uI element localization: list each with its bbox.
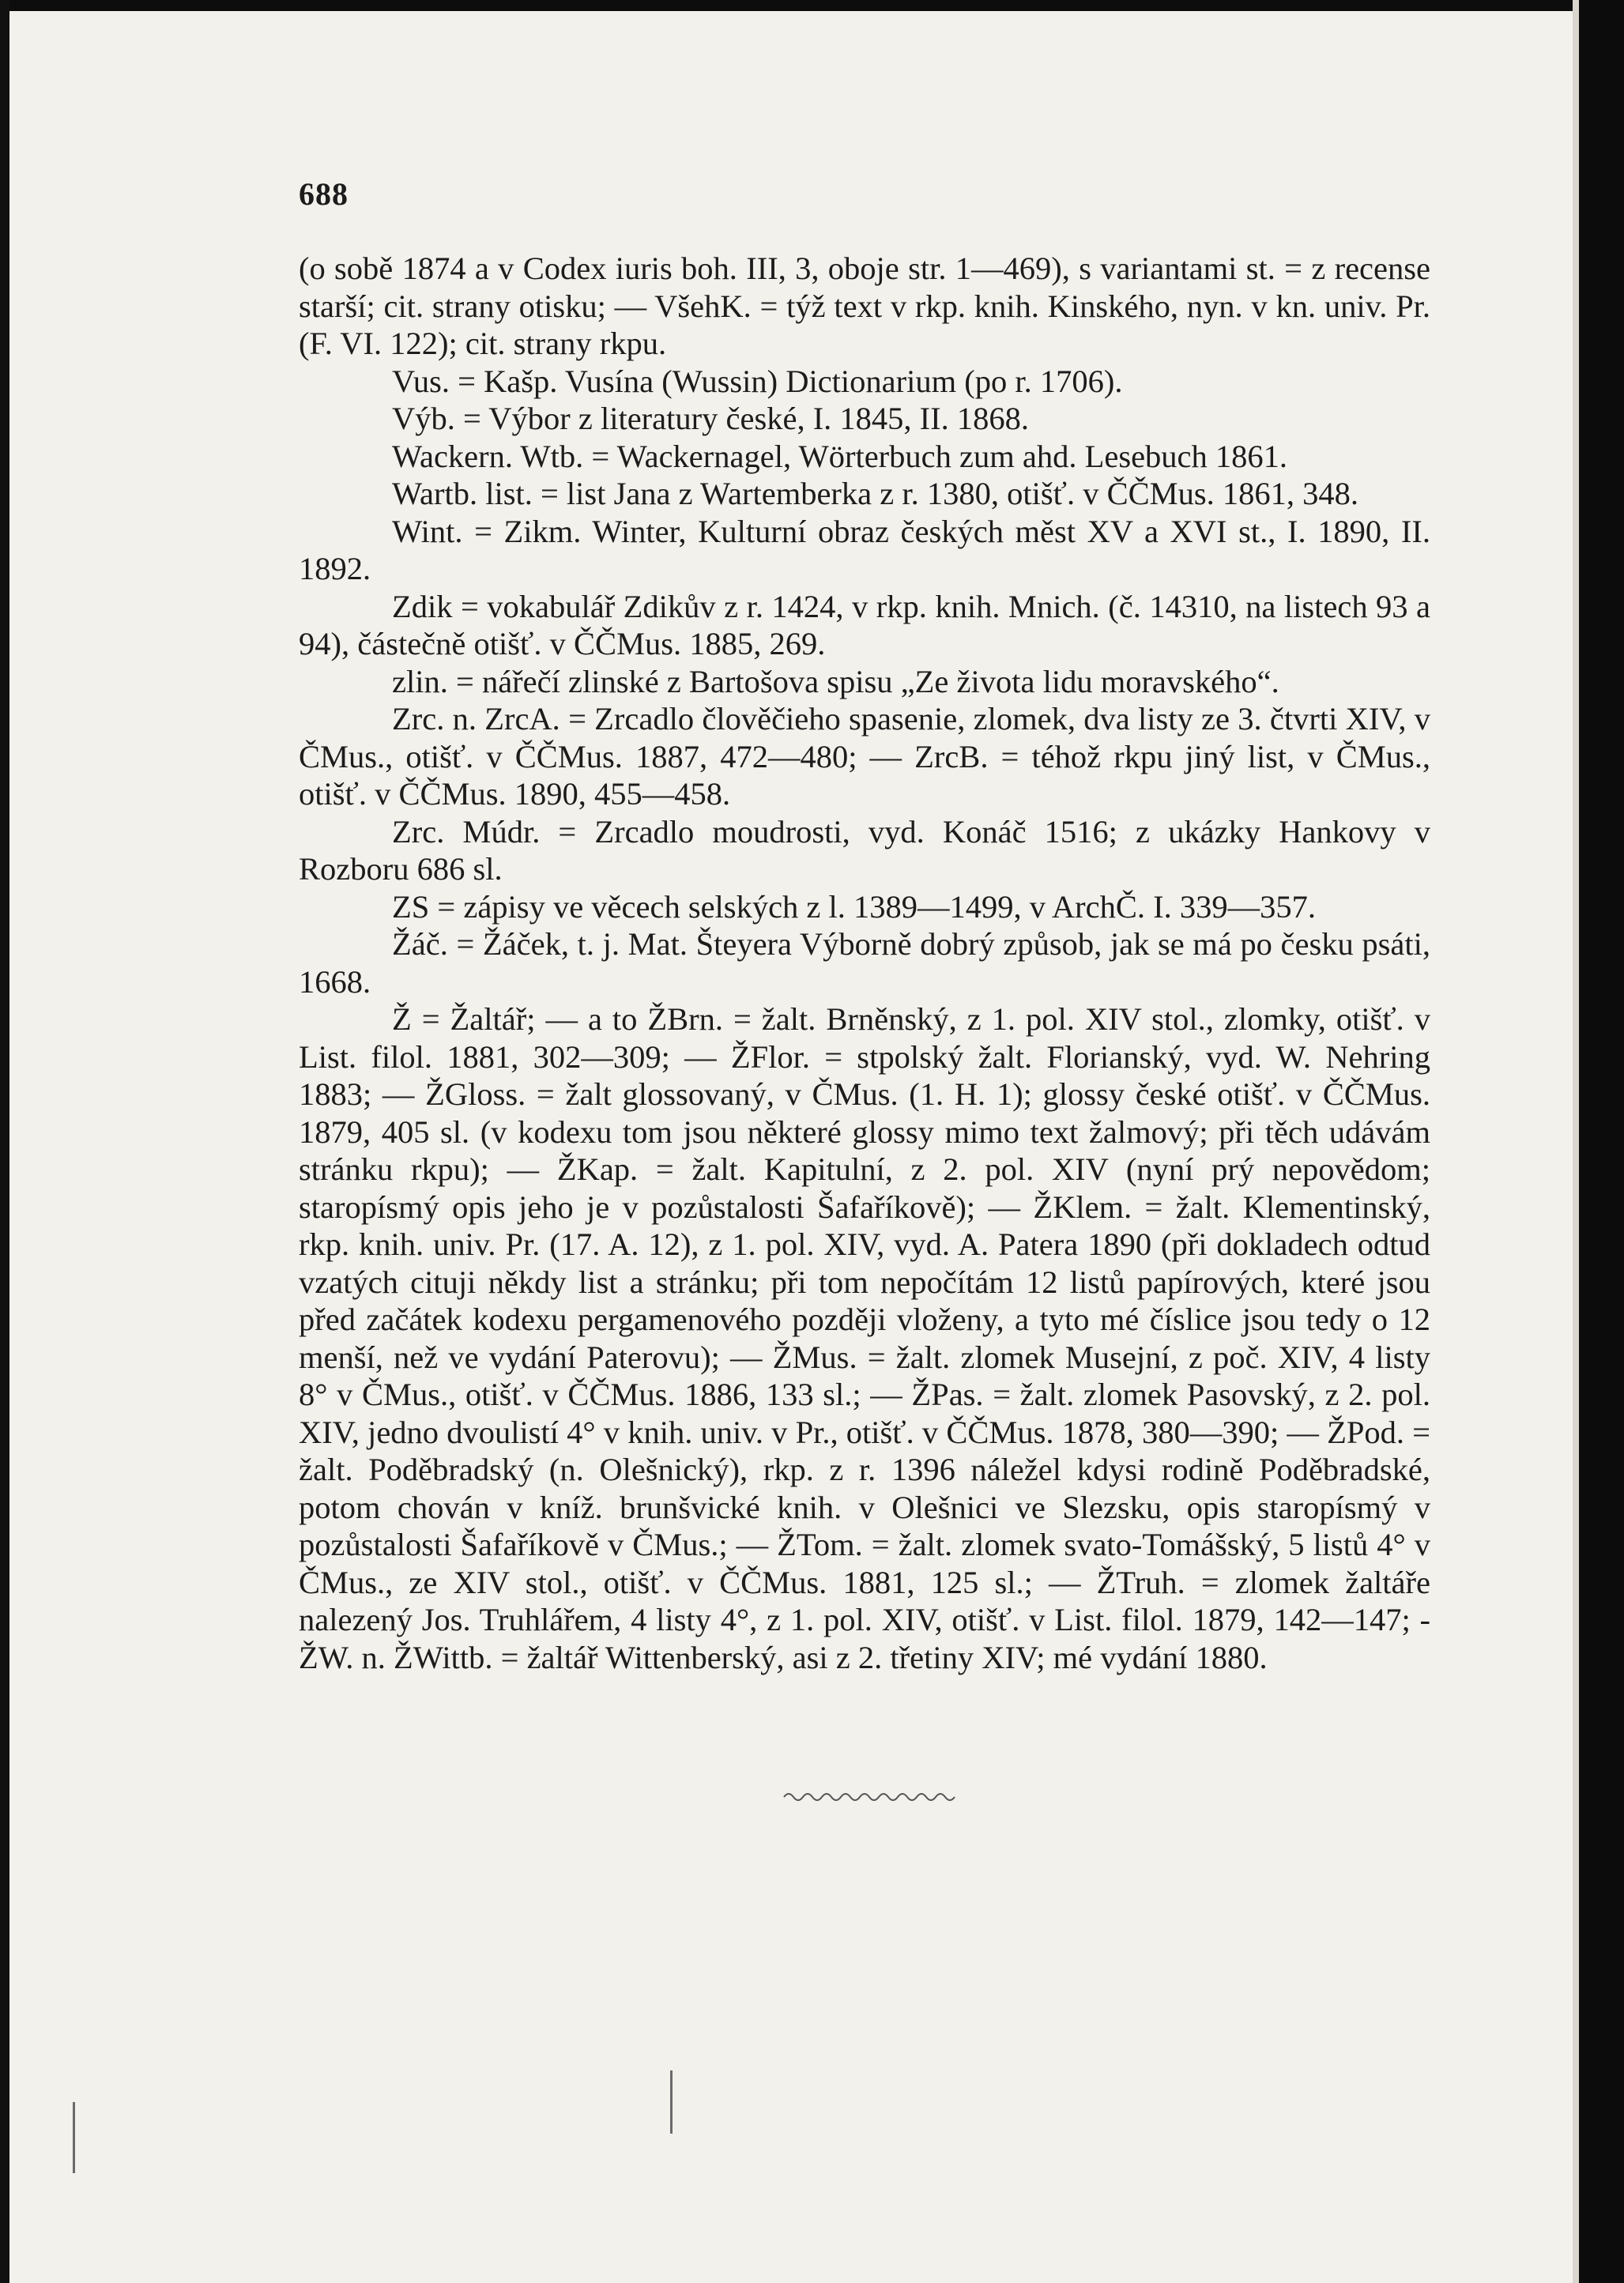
list-entry: (o sobě 1874 a v Codex iuris boh. III, 3, oboje str. 1—469), s variantami st. = z recense starší; cit. strany otisku; — VšehK. = týž text v rkp. knih. Kinského, nyn. v kn. univ. Pr. (F. VI. 122); cit. strany rkpu.: [299, 251, 1430, 361]
scan-border-top: [0, 0, 1624, 11]
list-entry: ZS = zápisy ve věcech selských z l. 1389—1499, v ArchČ. I. 339—357.: [392, 888, 1317, 925]
scan-border-right: [1579, 0, 1624, 2283]
scan-artifact-mark: [73, 2102, 75, 2173]
page-right-edge: [1573, 0, 1579, 2283]
list-entry: Žáč. = Žáček, t. j. Mat. Šteyera Výborně dobrý způsob, jak se má po česku psáti, 1668.: [299, 926, 1430, 1000]
scan-border-left: [0, 0, 9, 2283]
end-ornament: [782, 1788, 956, 1803]
list-entry: zlin. = nářečí zlinské z Bartošova spisu „Ze života lidu moravského“.: [392, 663, 1279, 699]
list-entry: Wartb. list. = list Jana z Wartemberka z r. 1380, otišť. v ČČMus. 1861, 348.: [392, 476, 1358, 511]
page-number: 688: [299, 176, 349, 212]
list-entry: Ž = Žaltář; — a to ŽBrn. = žalt. Brněnský, z 1. pol. XIV stol., zlomky, otišť. v List. filol. 1881, 302—309; — ŽFlor. = stpolský žalt. Florianský, vyd. W. Nehring 1883; — ŽGloss. = žalt glossovaný, v ČMus. (1. H. 1); glossy české otišť. v ČČMus. 1879, 405 sl. (v kodexu tom jsou některé glossy mimo text žalmový; při těch udávám stránku rkpu); — ŽKap. = žalt. Kapitulní, z 2. pol. XIV (nyní prý nepovědom; staropísmý opis jeho je v pozůstalosti Šafaříkově); — ŽKlem. = žalt. Klementinský, rkp. knih. univ. Pr. (17. A. 12), z 1. pol. XIV, vyd. A. Patera 1890 (při dokladech odtud vzatých cituji někdy list a stránku; při tom nepočítám 12 listů papírových, které jsou před začátek kodexu pergamenového později vloženy, a tyto mé číslice jsou tedy o 12 menší, než ve vydání Paterovu); — ŽMus. = žalt. zlomek Musejní, z poč. XIV, 4 listy 8° v ČMus., otišť. v ČČMus. 1886, 133 sl.; — ŽPas. = žalt. zlomek Pasovský, z 2. pol. XIV, jedno dvoulistí 4° v knih. univ. v Pr., otišť. v ČČMus. 1878, 380—390; — ŽPod. = žalt. Poděbradský (n. Olešnický), rkp. z r. 1396 náležel kdysi rodině Poděbradské, potom chován v kníž. brunšvické knih. v Olešnici ve Slezsku, opis staropísmý v pozůstalosti Šafaříkově v ČMus.; — ŽTom. = žalt. zlomek svato-Tomášský, 5 listů 4° v ČMus., ze XIV stol., otišť. v ČČMus. 1881, 125 sl.; — ŽTruh. = zlomek žaltáře nalezený Jos. Truhlářem, 4 listy 4°, z 1. pol. XIV, otišť. v List. filol. 1879, 142—147; - ŽW. n. ŽWittb. = žaltář Wittenberský, asi z 2. třetiny XIV; mé vydání 1880.: [299, 1001, 1430, 1675]
list-entry: Wint. = Zikm. Winter, Kulturní obraz českých měst XV a XVI st., I. 1890, II. 1892.: [299, 513, 1430, 586]
list-entry: Zrc. Múdr. = Zrcadlo moudrosti, vyd. Konáč 1516; z ukázky Hankovy v Rozboru 686 sl.: [299, 813, 1430, 887]
list-entry: Wackern. Wtb. = Wackernagel, Wörterbuch zum ahd. Lesebuch 1861.: [392, 438, 1288, 474]
list-entry: Výb. = Výbor z literatury české, I. 1845, II. 1868.: [392, 401, 1030, 436]
list-entry: Vus. = Kašp. Vusína (Wussin) Dictionarium (po r. 1706).: [392, 363, 1123, 399]
abbreviation-list: [299, 250, 1430, 1676]
scan-artifact-mark: [670, 2070, 673, 2134]
list-entry: Zdik = vokabulář Zdikův z r. 1424, v rkp. knih. Mnich. (č. 14310, na listech 93 a 94), částečně otišť. v ČČMus. 1885, 269.: [299, 588, 1430, 661]
list-entry: Zrc. n. ZrcA. = Zrcadlo člověčieho spasenie, zlomek, dva listy ze 3. čtvrti XIV, v ČMus., otišť. v ČČMus. 1887, 472—480; — ZrcB. = téhož rkpu jiný list, v ČMus., otišť. v ČČMus. 1890, 455—458.: [299, 701, 1430, 812]
